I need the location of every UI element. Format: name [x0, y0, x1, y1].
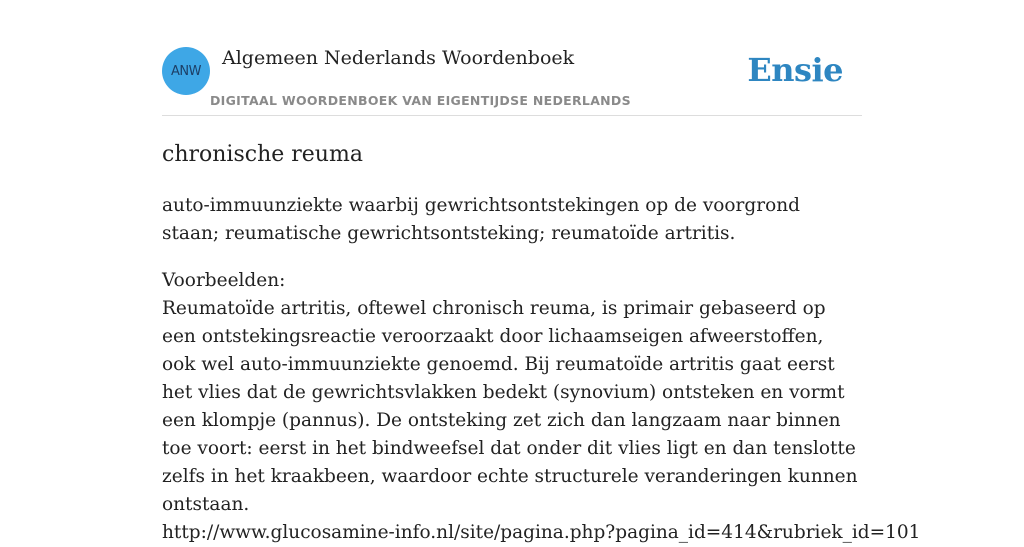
page-container [162, 0, 921, 543]
site-header [162, 0, 862, 116]
example-text: Reumatoïde artritis, oftewel chronisch reuma, is primair gebaseerd op een ontstekingsreactie veroorzaakt door lichaamseigen afweerstoffen, ook wel auto-immuunziekte genoemd. Bij reumatoïde artritis gaat eerst het vlies dat de gewrichtsvlakken bedekt (synovium) ontsteken en vormt een klompje (pannus). De ontsteking zet zich dan langzaam naar binnen toe voort: eerst in het bindweefsel dat onder dit vlies ligt en dan tenslotte zelfs in het kraakbeen, waardoor echte structurele veranderingen kunnen ontstaan. [162, 298, 858, 515]
logo-text: ANW [171, 63, 201, 79]
site-subtitle: DIGITAAL WOORDENBOEK VAN EIGENTIJDSE NEDERLANDS [210, 93, 631, 108]
entry-term: chronische reuma [162, 142, 363, 167]
site-title[interactable]: Algemeen Nederlands Woordenboek [222, 47, 575, 69]
example-source-link[interactable]: http://www.glucosamine-info.nl/site/pagina.php?pagina_id=414&rubriek_id=101 [162, 522, 921, 543]
ensie-brand-link[interactable]: Ensie [747, 51, 843, 89]
examples-section [162, 267, 921, 547]
entry-definition: auto-immuunziekte waarbij gewrichtsontstekingen op de voorgrond staan; reumatische gewrichtsontsteking; reumatoïde artritis. [162, 195, 800, 244]
examples-label: Voorbeelden: [162, 270, 286, 291]
anw-logo[interactable] [162, 47, 210, 95]
